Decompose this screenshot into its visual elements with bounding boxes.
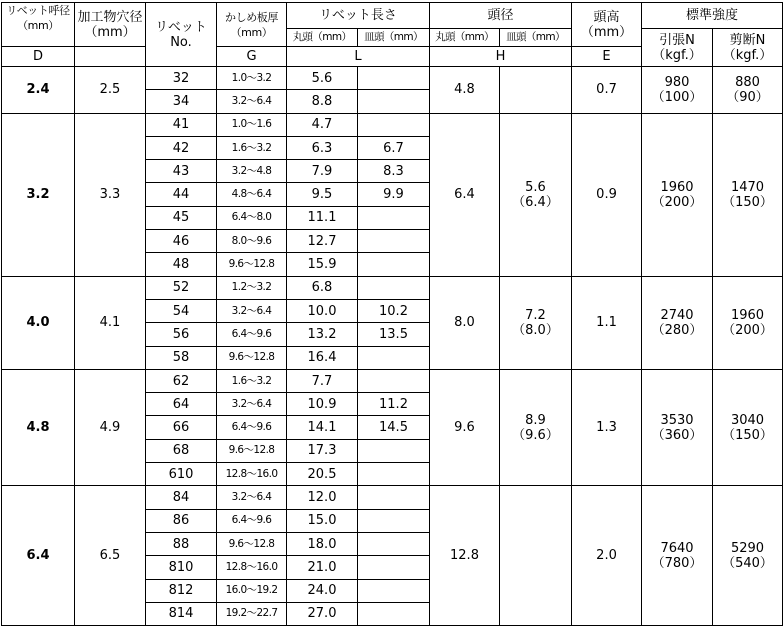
tensile-strength-cell: 7640 （780） [642, 486, 713, 626]
grip-range-cell: 6.4～9.6 [217, 323, 287, 346]
grip-range-cell: 3.2～6.4 [217, 299, 287, 322]
length-round-cell: 20.5 [287, 463, 358, 486]
rivet-number-cell: 812 [146, 579, 217, 602]
length-flat-cell [358, 369, 430, 392]
tensile-strength-cell: 3530 （360） [642, 369, 713, 485]
length-flat-cell [358, 579, 430, 602]
rivet-number-cell: 44 [146, 183, 217, 206]
length-flat-cell [358, 602, 430, 625]
length-round-cell: 12.0 [287, 486, 358, 509]
grip-range-cell: 19.2～22.7 [217, 602, 287, 625]
symbol-g: G [217, 47, 287, 67]
grip-range-cell: 3.2～6.4 [217, 486, 287, 509]
length-round-cell: 27.0 [287, 602, 358, 625]
header-rivet-number: リベット No. [146, 3, 217, 67]
length-flat-cell [358, 67, 430, 90]
length-round-cell: 10.9 [287, 393, 358, 416]
symbol-h: H [430, 47, 572, 67]
grip-range-cell: 9.6～12.8 [217, 346, 287, 369]
hole-diameter-cell: 3.3 [75, 113, 146, 276]
length-round-cell: 5.6 [287, 67, 358, 90]
head-dia-round-cell: 9.6 [430, 369, 500, 485]
length-round-cell: 14.1 [287, 416, 358, 439]
hole-diameter-cell: 4.9 [75, 369, 146, 485]
grip-range-cell: 1.2～3.2 [217, 276, 287, 299]
length-flat-cell: 9.9 [358, 183, 430, 206]
grip-range-cell: 3.2～6.4 [217, 393, 287, 416]
rivet-number-cell: 64 [146, 393, 217, 416]
length-flat-cell [358, 346, 430, 369]
grip-range-cell: 12.8～16.0 [217, 463, 287, 486]
grip-range-cell: 8.0～9.6 [217, 230, 287, 253]
grip-range-cell: 1.0～3.2 [217, 67, 287, 90]
grip-range-cell: 12.8～16.0 [217, 556, 287, 579]
head-height-cell: 2.0 [572, 486, 642, 626]
length-round-cell: 11.1 [287, 206, 358, 229]
head-dia-flat-cell [500, 67, 572, 114]
header-head-diameter: 頭径 [430, 3, 572, 29]
length-round-cell: 6.8 [287, 276, 358, 299]
head-dia-flat-cell: 5.6 （6.4） [500, 113, 572, 276]
rivet-number-cell: 62 [146, 369, 217, 392]
length-flat-cell: 8.3 [358, 160, 430, 183]
length-flat-cell [358, 206, 430, 229]
rivet-number-cell: 45 [146, 206, 217, 229]
shear-strength-cell: 1960 （200） [713, 276, 783, 369]
nominal-diameter-cell: 3.2 [2, 113, 75, 276]
tensile-strength-cell: 980 （100） [642, 67, 713, 114]
length-flat-cell [358, 276, 430, 299]
length-flat-cell [358, 556, 430, 579]
table-row [2, 369, 783, 392]
table-row [2, 67, 783, 90]
spec-table-body [2, 67, 783, 626]
length-flat-cell [358, 439, 430, 462]
length-round-cell: 4.7 [287, 113, 358, 136]
rivet-number-cell: 43 [146, 160, 217, 183]
length-flat-cell [358, 486, 430, 509]
header-grip-range: かしめ板厚 （mm） [217, 3, 287, 47]
rivet-number-cell: 66 [146, 416, 217, 439]
header-shear: 剪断N （kgf.） [713, 29, 783, 67]
length-round-cell: 15.9 [287, 253, 358, 276]
length-flat-cell [358, 90, 430, 113]
tensile-strength-cell: 1960 （200） [642, 113, 713, 276]
grip-range-cell: 3.2～4.8 [217, 160, 287, 183]
rivet-number-cell: 810 [146, 556, 217, 579]
rivet-number-cell: 814 [146, 602, 217, 625]
length-round-cell: 10.0 [287, 299, 358, 322]
length-flat-cell: 10.2 [358, 299, 430, 322]
header-nominal-diameter: リベット呼径 （mm） [2, 3, 75, 47]
symbol-l: L [287, 47, 430, 67]
head-dia-flat-cell: 8.9 （9.6） [500, 369, 572, 485]
table-row [2, 276, 783, 299]
grip-range-cell: 1.6～3.2 [217, 136, 287, 159]
length-flat-cell: 14.5 [358, 416, 430, 439]
rivet-number-cell: 32 [146, 67, 217, 90]
rivet-number-cell: 84 [146, 486, 217, 509]
nominal-diameter-cell: 4.0 [2, 276, 75, 369]
rivet-number-cell: 52 [146, 276, 217, 299]
length-flat-cell [358, 253, 430, 276]
rivet-number-cell: 34 [146, 90, 217, 113]
nominal-diameter-cell: 4.8 [2, 369, 75, 485]
symbol-e: E [572, 47, 642, 67]
length-round-cell: 8.8 [287, 90, 358, 113]
head-height-cell: 0.9 [572, 113, 642, 276]
hole-diameter-cell: 2.5 [75, 67, 146, 114]
length-flat-cell [358, 509, 430, 532]
length-round-cell: 16.4 [287, 346, 358, 369]
grip-range-cell: 6.4～9.6 [217, 416, 287, 439]
header-head-height: 頭高 （mm） [572, 3, 642, 47]
length-round-cell: 7.9 [287, 160, 358, 183]
head-dia-flat-cell: 7.2 （8.0） [500, 276, 572, 369]
rivet-number-cell: 610 [146, 463, 217, 486]
hole-diameter-cell: 6.5 [75, 486, 146, 626]
grip-range-cell: 1.6～3.2 [217, 369, 287, 392]
header-rivet-length: リベット長さ [287, 3, 430, 29]
nominal-diameter-cell: 6.4 [2, 486, 75, 626]
shear-strength-cell: 3040 （150） [713, 369, 783, 485]
grip-range-cell: 9.6～12.8 [217, 439, 287, 462]
hole-diameter-cell: 4.1 [75, 276, 146, 369]
grip-range-cell: 4.8～6.4 [217, 183, 287, 206]
head-height-cell: 1.3 [572, 369, 642, 485]
nominal-diameter-cell: 2.4 [2, 67, 75, 114]
shear-strength-cell: 1470 （150） [713, 113, 783, 276]
rivet-number-cell: 54 [146, 299, 217, 322]
rivet-number-cell: 88 [146, 532, 217, 555]
head-height-cell: 1.1 [572, 276, 642, 369]
header-length-flat: 皿頭（mm） [358, 29, 430, 47]
length-round-cell: 9.5 [287, 183, 358, 206]
head-dia-round-cell: 12.8 [430, 486, 500, 626]
length-flat-cell [358, 230, 430, 253]
head-dia-round-cell: 6.4 [430, 113, 500, 276]
length-round-cell: 17.3 [287, 439, 358, 462]
rivet-number-cell: 48 [146, 253, 217, 276]
head-dia-flat-cell [500, 486, 572, 626]
rivet-number-cell: 86 [146, 509, 217, 532]
table-row [2, 486, 783, 509]
length-flat-cell [358, 113, 430, 136]
header-tensile: 引張N （kgf.） [642, 29, 713, 67]
head-height-cell: 0.7 [572, 67, 642, 114]
length-round-cell: 12.7 [287, 230, 358, 253]
rivet-number-cell: 41 [146, 113, 217, 136]
length-round-cell: 24.0 [287, 579, 358, 602]
length-flat-cell [358, 532, 430, 555]
header-head-dia-flat: 皿頭（mm） [500, 29, 572, 47]
length-round-cell: 6.3 [287, 136, 358, 159]
grip-range-cell: 16.0～19.2 [217, 579, 287, 602]
rivet-spec-table [1, 2, 783, 626]
rivet-number-cell: 42 [146, 136, 217, 159]
grip-range-cell: 3.2～6.4 [217, 90, 287, 113]
rivet-number-cell: 58 [146, 346, 217, 369]
grip-range-cell: 1.0～1.6 [217, 113, 287, 136]
table-row [2, 113, 783, 136]
length-round-cell: 7.7 [287, 369, 358, 392]
header-head-dia-round: 丸頭（mm） [430, 29, 500, 47]
length-round-cell: 21.0 [287, 556, 358, 579]
grip-range-cell: 9.6～12.8 [217, 253, 287, 276]
shear-strength-cell: 5290 （540） [713, 486, 783, 626]
grip-range-cell: 9.6～12.8 [217, 532, 287, 555]
length-round-cell: 13.2 [287, 323, 358, 346]
length-flat-cell: 13.5 [358, 323, 430, 346]
length-round-cell: 15.0 [287, 509, 358, 532]
tensile-strength-cell: 2740 （280） [642, 276, 713, 369]
length-flat-cell: 6.7 [358, 136, 430, 159]
header-hole-diameter: 加工物穴径 （mm） [75, 3, 146, 47]
head-dia-round-cell: 8.0 [430, 276, 500, 369]
head-dia-round-cell: 4.8 [430, 67, 500, 114]
grip-range-cell: 6.4～8.0 [217, 206, 287, 229]
length-flat-cell [358, 463, 430, 486]
shear-strength-cell: 880 （90） [713, 67, 783, 114]
header-length-round: 丸頭（mm） [287, 29, 358, 47]
header-standard-strength: 標準強度 [642, 3, 783, 29]
length-flat-cell: 11.2 [358, 393, 430, 416]
rivet-number-cell: 68 [146, 439, 217, 462]
length-round-cell: 18.0 [287, 532, 358, 555]
symbol-d: D [2, 47, 75, 67]
rivet-number-cell: 46 [146, 230, 217, 253]
rivet-number-cell: 56 [146, 323, 217, 346]
grip-range-cell: 6.4～9.6 [217, 509, 287, 532]
symbol-blank [75, 47, 146, 67]
